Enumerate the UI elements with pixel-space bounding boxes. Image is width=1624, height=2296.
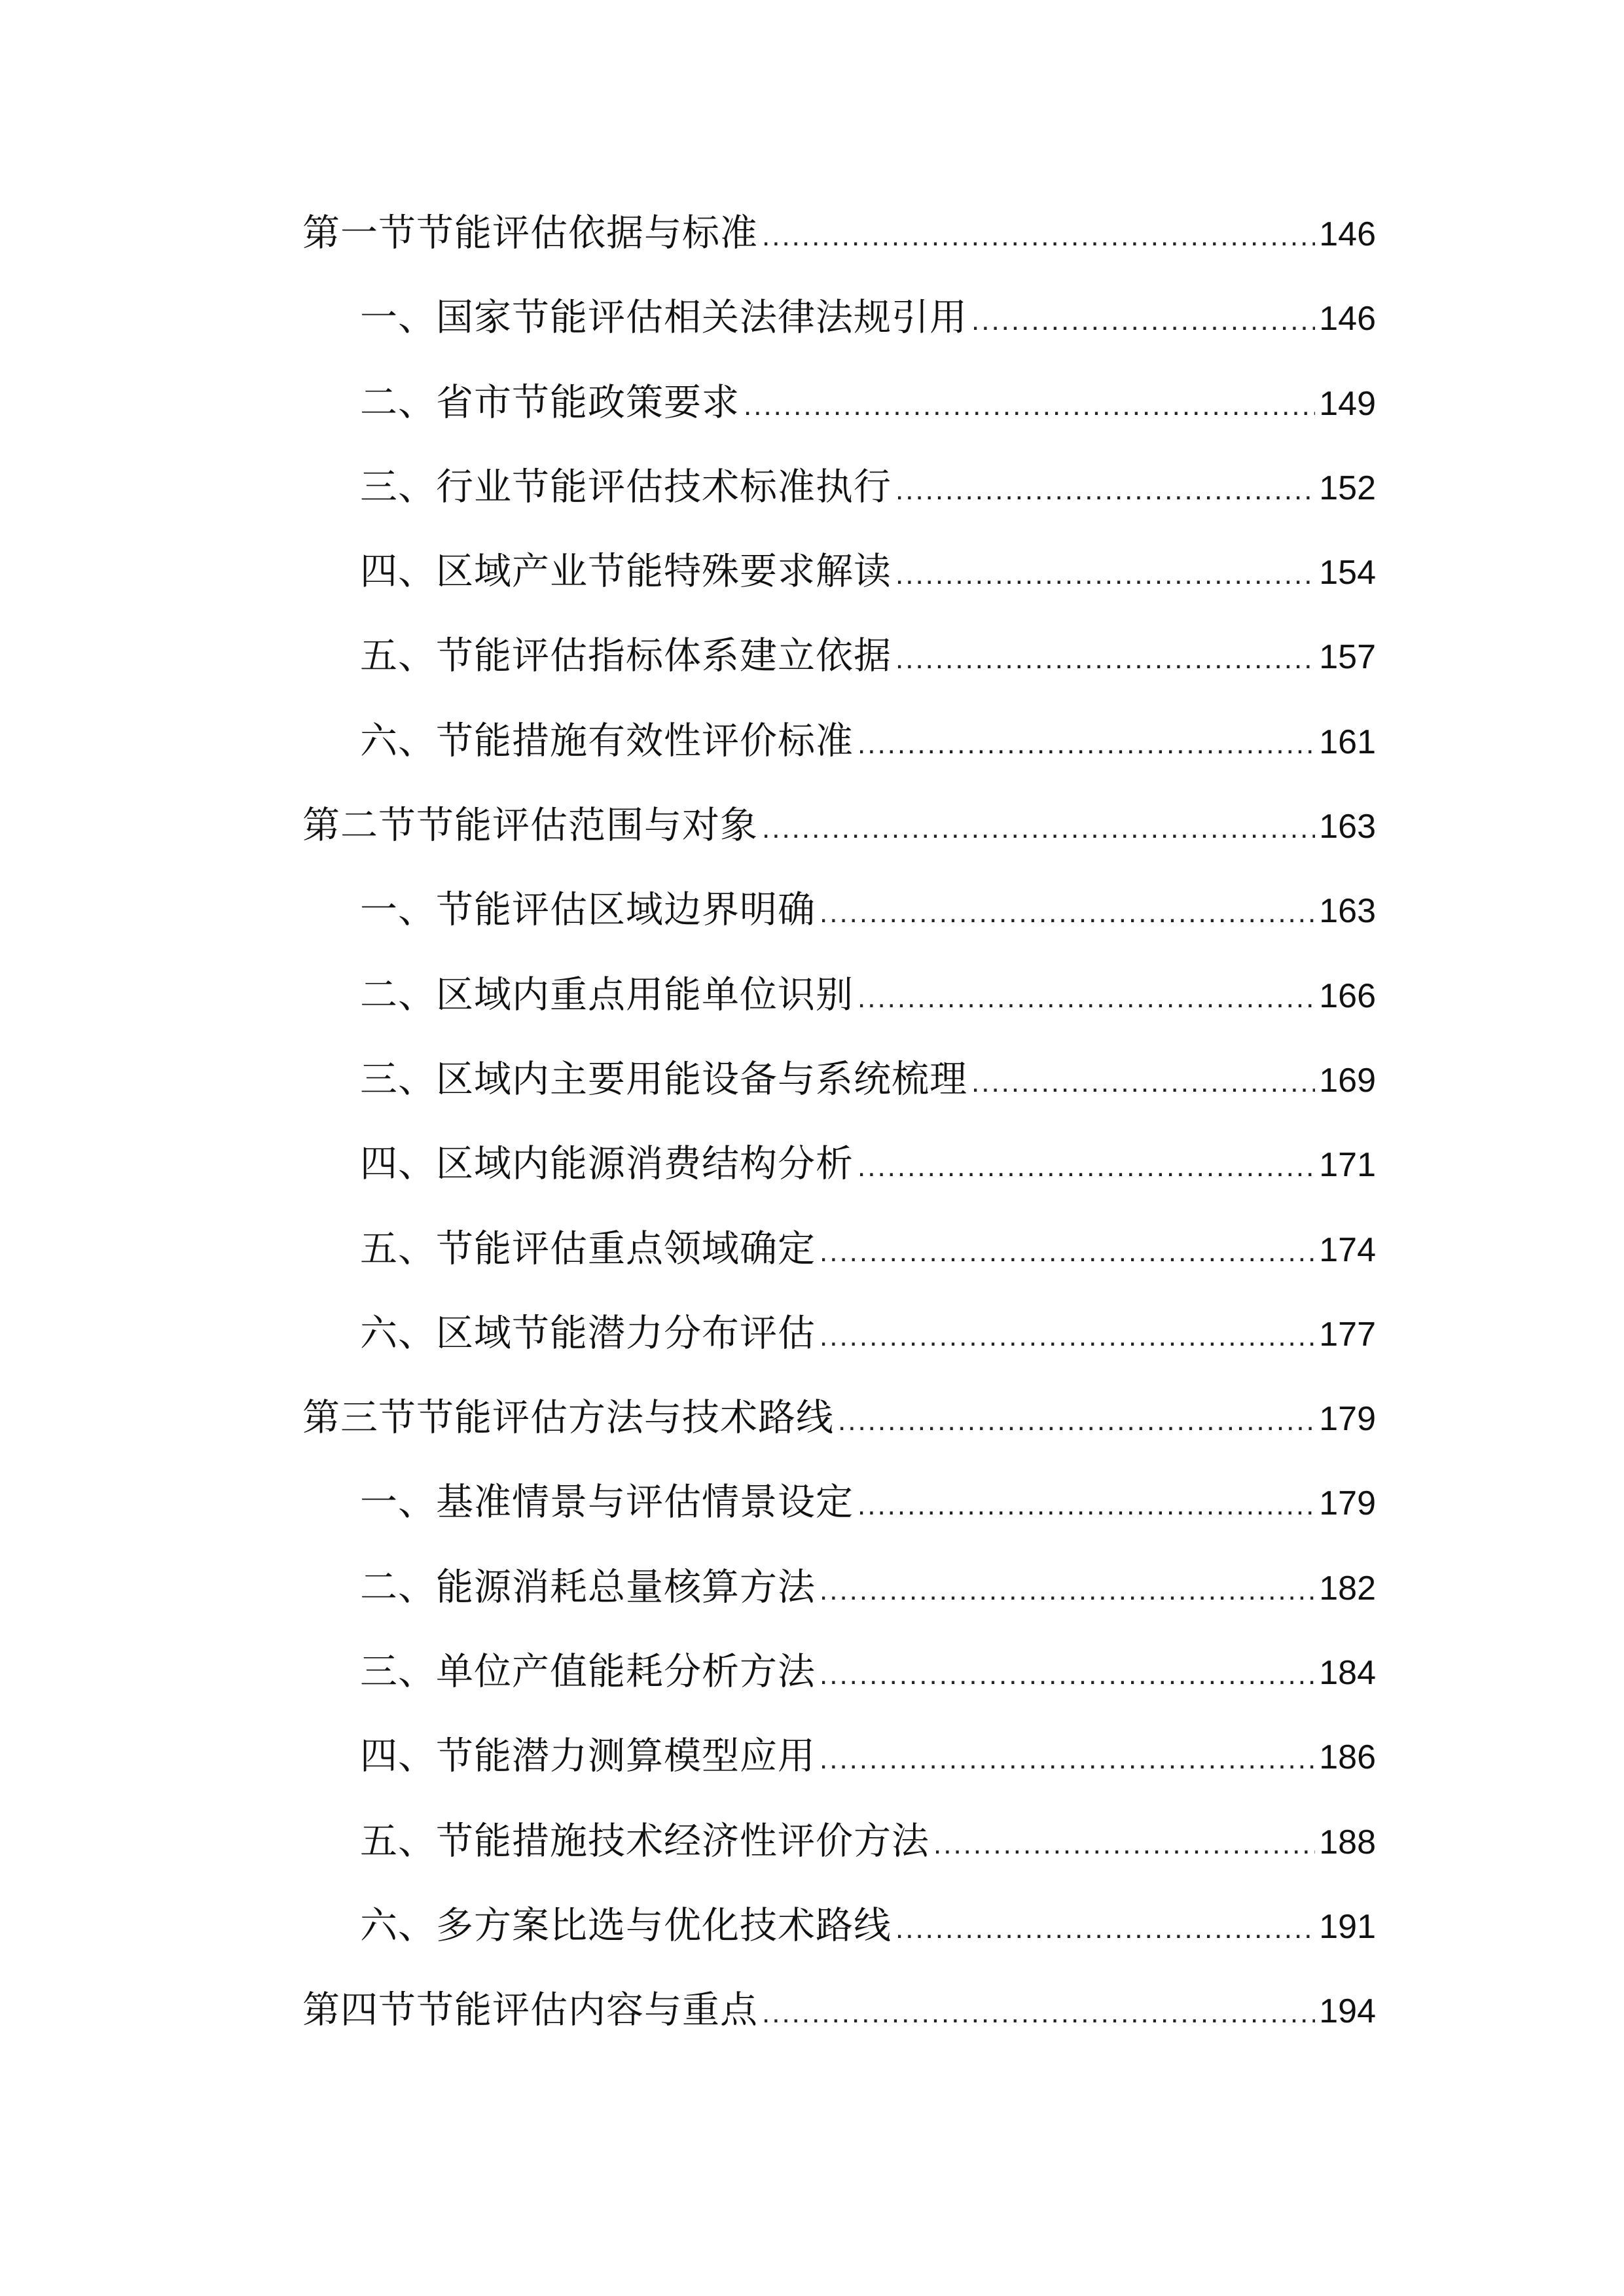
toc-entry[interactable] — [302, 1565, 1376, 1653]
toc-entry-title: 二、省市节能政策要求 — [360, 380, 740, 424]
toc-entry-title: 六、区域节能潜力分布评估 — [360, 1311, 816, 1355]
toc-dot-leader — [820, 899, 1315, 927]
toc-entry-page-number: 146 — [1319, 215, 1376, 253]
toc-entry-section-3[interactable] — [302, 1396, 1376, 1484]
toc-entry-page-number: 174 — [1319, 1230, 1376, 1269]
toc-dot-leader — [895, 560, 1315, 589]
toc-dot-leader — [857, 1153, 1315, 1181]
toc-entry-section-1[interactable] — [302, 211, 1376, 299]
toc-entry[interactable] — [302, 465, 1376, 553]
toc-entry-title: 四、区域产业节能特殊要求解读 — [360, 550, 892, 594]
toc-dot-leader — [857, 1491, 1315, 1520]
toc-entry-title: 第一节节能评估依据与标准 — [302, 211, 758, 255]
toc-entry-page-number: 154 — [1319, 554, 1376, 592]
toc-entry-title: 二、区域内重点用能单位识别 — [360, 973, 854, 1016]
toc-dot-leader — [820, 1745, 1315, 1774]
toc-dot-leader — [762, 222, 1315, 251]
toc-entry-page-number: 179 — [1319, 1400, 1376, 1439]
toc-entry-page-number: 182 — [1319, 1569, 1376, 1607]
toc-entry-title: 第三节节能评估方法与技术路线 — [302, 1396, 834, 1440]
toc-entry-title: 一、国家节能评估相关法律法规引用 — [360, 296, 967, 340]
toc-entry-page-number: 152 — [1319, 469, 1376, 507]
toc-entry[interactable] — [302, 550, 1376, 637]
toc-dot-leader — [933, 1830, 1315, 1859]
toc-entry-title: 四、区域内能源消费结构分析 — [360, 1142, 854, 1186]
table-of-contents — [302, 211, 1376, 2077]
toc-entry-page-number: 163 — [1319, 808, 1376, 846]
toc-entry-page-number: 149 — [1319, 384, 1376, 423]
toc-dot-leader — [820, 1576, 1315, 1605]
toc-entry-page-number: 177 — [1319, 1315, 1376, 1354]
toc-entry-title: 五、节能评估指标体系建立依据 — [360, 634, 892, 678]
toc-dot-leader — [820, 1238, 1315, 1266]
toc-entry-page-number: 163 — [1319, 892, 1376, 931]
toc-entry[interactable] — [302, 380, 1376, 469]
toc-entry[interactable] — [302, 1311, 1376, 1399]
toc-dot-leader — [820, 1322, 1315, 1351]
toc-dot-leader — [895, 1914, 1315, 1943]
toc-entry-page-number: 166 — [1319, 977, 1376, 1015]
toc-entry-page-number: 184 — [1319, 1654, 1376, 1693]
toc-entry-page-number: 169 — [1319, 1061, 1376, 1100]
toc-entry-title: 三、区域内主要用能设备与系统梳理 — [360, 1057, 967, 1101]
toc-entry[interactable] — [302, 1650, 1376, 1738]
toc-entry-page-number: 161 — [1319, 723, 1376, 761]
toc-entry-title: 五、节能评估重点领域确定 — [360, 1227, 816, 1270]
toc-dot-leader — [744, 391, 1315, 420]
toc-dot-leader — [895, 476, 1315, 505]
toc-entry-title: 第四节节能评估内容与重点 — [302, 1988, 758, 2032]
toc-entry[interactable] — [302, 1819, 1376, 1907]
toc-dot-leader — [820, 1660, 1315, 1689]
toc-entry-page-number: 186 — [1319, 1738, 1376, 1777]
toc-entry-page-number: 179 — [1319, 1484, 1376, 1523]
toc-entry-title: 三、单位产值能耗分析方法 — [360, 1650, 816, 1694]
toc-dot-leader — [838, 1407, 1315, 1435]
toc-entry-title: 一、基准情景与评估情景设定 — [360, 1480, 854, 1524]
toc-dot-leader — [762, 814, 1315, 843]
toc-entry-title: 第二节节能评估范围与对象 — [302, 804, 758, 848]
toc-entry-section-4[interactable] — [302, 1988, 1376, 2076]
toc-dot-leader — [762, 1999, 1315, 2028]
toc-entry[interactable] — [302, 973, 1376, 1061]
toc-entry[interactable] — [302, 719, 1376, 807]
toc-entry-section-2[interactable] — [302, 804, 1376, 891]
toc-dot-leader — [857, 730, 1315, 759]
toc-entry-title: 一、节能评估区域边界明确 — [360, 888, 816, 932]
toc-entry[interactable] — [302, 1227, 1376, 1315]
toc-entry[interactable] — [302, 1142, 1376, 1230]
toc-entry-page-number: 194 — [1319, 1992, 1376, 2031]
toc-entry-page-number: 188 — [1319, 1823, 1376, 1861]
toc-entry-page-number: 171 — [1319, 1146, 1376, 1185]
toc-dot-leader — [857, 984, 1315, 1013]
toc-entry[interactable] — [302, 1480, 1376, 1568]
toc-entry[interactable] — [302, 296, 1376, 384]
toc-entry[interactable] — [302, 1057, 1376, 1145]
toc-entry[interactable] — [302, 1734, 1376, 1822]
toc-entry-page-number: 157 — [1319, 638, 1376, 677]
toc-entry-page-number: 191 — [1319, 1907, 1376, 1946]
toc-dot-leader — [971, 306, 1315, 335]
toc-entry-title: 四、节能潜力测算模型应用 — [360, 1734, 816, 1778]
toc-entry-title: 三、行业节能评估技术标准执行 — [360, 465, 892, 509]
toc-entry-title: 六、多方案比选与优化技术路线 — [360, 1903, 892, 1947]
toc-entry[interactable] — [302, 888, 1376, 976]
toc-entry-title: 五、节能措施技术经济性评价方法 — [360, 1819, 929, 1863]
toc-dot-leader — [971, 1068, 1315, 1097]
toc-entry-page-number: 146 — [1319, 300, 1376, 338]
toc-entry[interactable] — [302, 634, 1376, 722]
toc-dot-leader — [895, 645, 1315, 673]
toc-entry-title: 二、能源消耗总量核算方法 — [360, 1565, 816, 1609]
toc-entry-title: 六、节能措施有效性评价标准 — [360, 719, 854, 762]
toc-entry[interactable] — [302, 1903, 1376, 1992]
